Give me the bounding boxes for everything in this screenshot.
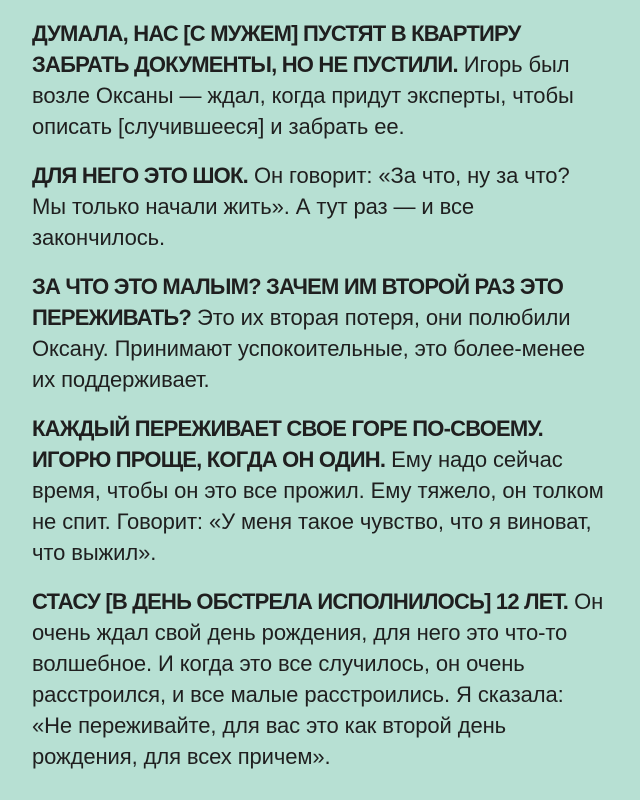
paragraph-3-lead: ЗА ЧТО ЭТО МАЛЫМ? ЗАЧЕМ ИМ ВТОРОЙ РАЗ ЭТО ПЕРЕЖИВАТЬ? [32,274,564,330]
paragraph-4-body: Ему надо сейчас время, чтобы он это все прожил. Ему тяжело, он толком не спит. Говорит: «У меня такое чувство, что я виноват, что выжил». [32,447,604,565]
paragraph-4 [32,413,608,568]
paragraph-1-lead: ДУМАЛА, НАС [С МУЖЕМ] ПУСТЯТ В КВАРТИРУ ЗАБРАТЬ ДОКУМЕНТЫ, НО НЕ ПУСТИЛИ. [32,21,521,77]
paragraph-2-body: Он говорит: «За что, ну за что? Мы только начали жить». А тут раз — и все закончилось. [32,163,570,250]
paragraph-5-body: Он очень ждал свой день рождения, для него это что-то волшебное. И когда это все случилось, он очень расстроился, и все малые расстроились. Я сказала: «Не переживайте, для вас это как второй день рождения, для всех причем». [32,589,604,769]
paragraph-5 [32,586,608,772]
paragraph-1-body: Игорь был возле Оксаны — ждал, когда придут эксперты, чтобы описать [случившееся] и забрать ее. [32,52,574,139]
paragraph-3 [32,271,608,395]
paragraph-4-lead: КАЖДЫЙ ПЕРЕЖИВАЕТ СВОЕ ГОРЕ ПО-СВОЕМУ. ИГОРЮ ПРОЩЕ, КОГДА ОН ОДИН. [32,416,543,472]
paragraph-2-lead: ДЛЯ НЕГО ЭТО ШОК. [32,163,248,188]
paragraph-3-body: Это их вторая потеря, они полюбили Оксану. Принимают успокоительные, это более-менее их поддерживает. [32,305,586,392]
paragraph-5-lead: СТАСУ [В ДЕНЬ ОБСТРЕЛА ИСПОЛНИЛОСЬ] 12 ЛЕТ. [32,589,569,614]
paragraph-1 [32,18,608,142]
paragraph-2 [32,160,608,253]
